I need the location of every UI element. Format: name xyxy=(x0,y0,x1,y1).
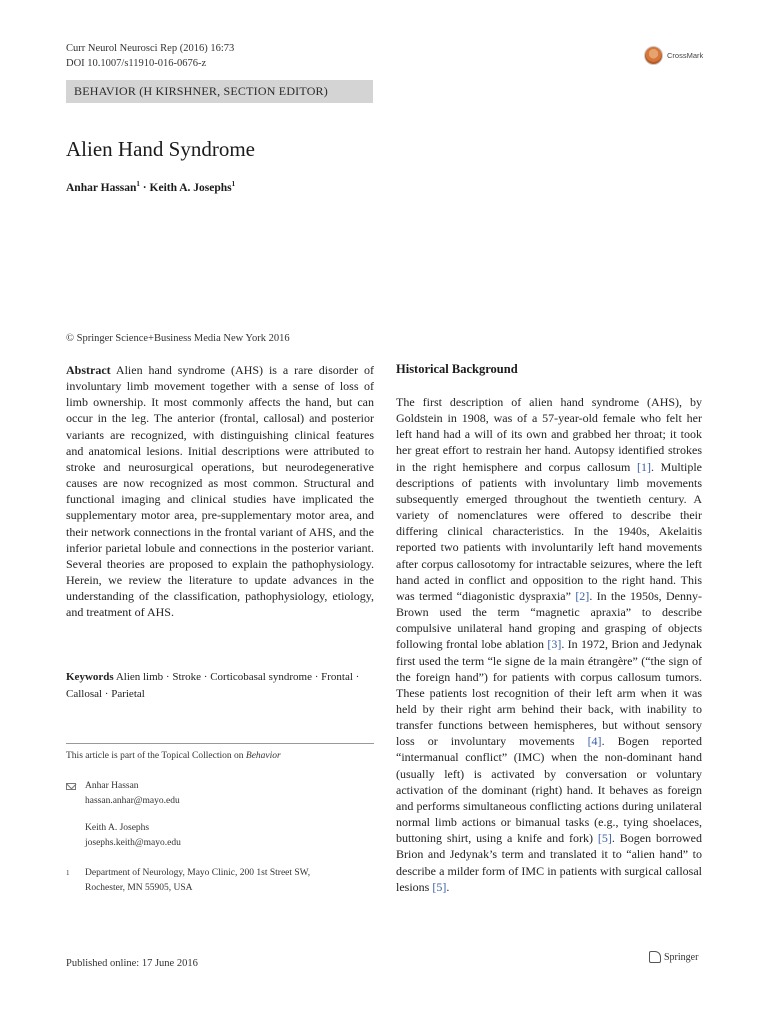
citation-link[interactable]: [3] xyxy=(547,637,562,652)
author-name[interactable]: Keith A. Josephs xyxy=(149,181,232,194)
affiliation-line: Department of Neurology, Mayo Clinic, 200 1st Street SW, xyxy=(85,868,311,878)
citation-link[interactable]: [2] xyxy=(575,588,590,603)
contact-email[interactable]: josephs.keith@mayo.edu xyxy=(85,837,181,848)
affiliation-line: Rochester, MN 55905, USA xyxy=(85,882,193,893)
contact-name: Keith A. Josephs xyxy=(85,823,150,833)
paragraph-text: The first description of alien hand syndrome (AHS), by Goldstein in 1908, was of a 57-year-old female who felt her left hand had a will of its own and grabbed her throat; it took her great effort to restrain her hand. Autopsy identified strokes in the right hemisphere and corpus callosum xyxy=(396,395,702,474)
affiliation-number: 1 xyxy=(66,869,70,877)
keywords-paragraph xyxy=(66,669,374,702)
journal-citation xyxy=(66,41,234,71)
co-author-contact xyxy=(85,821,181,850)
paragraph-text: . In 1972, Brion and Jedynak first used the term “le signe de la main étrangère” (“the sign of the foreign hand”) for patients with corpus callosum tumors. These patients lost recognition of their left arm when it was held by their right arm behind their back, with inability to transfer functions between hemispheres, but without sensory loss or involuntary movements xyxy=(396,637,702,749)
published-date: Published online: 17 June 2016 xyxy=(66,958,198,969)
author-separator: · xyxy=(139,181,150,194)
copyright-notice: © Springer Science+Business Media New York 2016 xyxy=(66,333,290,344)
topical-prefix: This article is part of the Topical Collection on xyxy=(66,751,246,761)
crossmark-label: CrossMark xyxy=(667,50,704,60)
topical-collection-note xyxy=(66,751,281,761)
journal-volume: Curr Neurol Neurosci Rep (2016) 16:73 xyxy=(66,43,235,54)
article-title: Alien Hand Syndrome xyxy=(66,137,255,161)
envelope-icon xyxy=(66,783,76,790)
publisher-name: Springer xyxy=(664,951,699,963)
paragraph-text: . Multiple descriptions of patients with involuntary limb movements subsequently emerged throughout the twentieth century. A variety of nomenclatures were offered to describe their differing clinical characteristics. In the 1940s, Akelaitis reported two patients with involuntarily left hand movements after corpus callosotomy for intractable seizures, where the left hand acted in conflict and opposition to the right hand. This was termed “diagonistic dyspraxia” xyxy=(396,459,702,603)
author-list xyxy=(66,180,235,194)
citation-link[interactable]: [5] xyxy=(432,879,447,894)
author-name[interactable]: Anhar Hassan xyxy=(66,181,137,194)
footnote-divider xyxy=(66,743,374,744)
publisher-logo xyxy=(649,951,698,963)
contact-email[interactable]: hassan.anhar@mayo.edu xyxy=(85,795,180,806)
citation-link[interactable]: [1] xyxy=(637,459,652,474)
keywords-text: Alien limb · Stroke · Corticobasal syndrome · Frontal · Callosal · Parietal xyxy=(66,671,360,700)
historical-background-paragraph xyxy=(396,394,702,895)
topical-collection-name: Behavior xyxy=(245,751,281,761)
abstract-label: Abstract xyxy=(66,363,111,377)
citation-link[interactable]: [4] xyxy=(587,734,602,749)
affiliation-marker: 1 xyxy=(136,180,140,188)
paragraph-text: . In the 1950s, Denny-Brown used the term “magnetic apraxia” to describe compulsive unilateral hand groping and grasping of objects following frontal lobe ablation xyxy=(396,588,702,652)
crossmark-badge[interactable] xyxy=(644,43,744,67)
paragraph-text: . xyxy=(446,879,450,894)
abstract-paragraph xyxy=(66,362,374,621)
section-heading: Historical Background xyxy=(396,362,518,376)
section-bar: BEHAVIOR (H KIRSHNER, SECTION EDITOR) xyxy=(66,80,373,103)
abstract-text: Alien hand syndrome (AHS) is a rare disorder of involuntary limb movement together with a sense of loss of limb ownership. It most commonly affects the hand, but can occur in the leg. The anterior (frontal, callosal) and posterior variants are recognized, with distinguishing clinical features and anatomical lesions. Initial descriptions were attributed to stroke and neurosurgical operations, but neurodegenerative causes are now recognized as most common. Structural and functional imaging and clinical studies have implicated the supplementary motor area, pre-supplementary motor area, and their network connections in the frontal variant of AHS, and the inferior parietal lobule and connections in the posterior variant. Several theories are proposed to explain the pathophysiology. Herein, we review the literature to update advances in the understanding of the classification, pathophysiology, etiology, and treatment of AHS. xyxy=(66,363,374,620)
paragraph-text: . Bogen borrowed Brion and Jedynak’s term and translated it to “alien hand” to describe a milder form of IMC in patients with surgical callosal lesions xyxy=(396,831,702,894)
affiliation xyxy=(85,866,365,895)
affiliation-marker: 1 xyxy=(231,180,236,188)
keywords-label: Keywords xyxy=(66,671,114,683)
springer-horse-icon xyxy=(649,951,661,963)
citation-link[interactable]: [5] xyxy=(597,831,612,846)
journal-doi[interactable]: DOI 10.1007/s11910-016-0676-z xyxy=(66,58,207,69)
crossmark-icon xyxy=(644,46,663,65)
corresponding-author xyxy=(85,779,180,808)
contact-name: Anhar Hassan xyxy=(85,781,139,791)
paragraph-text: . Bogen reported “intermanual conflict” (IMC) when the non-dominant hand (usually left) is activated by conversation or voluntary activation of the dominant (right) hand. It behaves as foreign and performs simultaneous conflicting actions during unilateral normal limb actions or bimanual tasks (e.g., tying shoelaces, buttoning shirt, using a knife and fork) xyxy=(396,734,702,846)
